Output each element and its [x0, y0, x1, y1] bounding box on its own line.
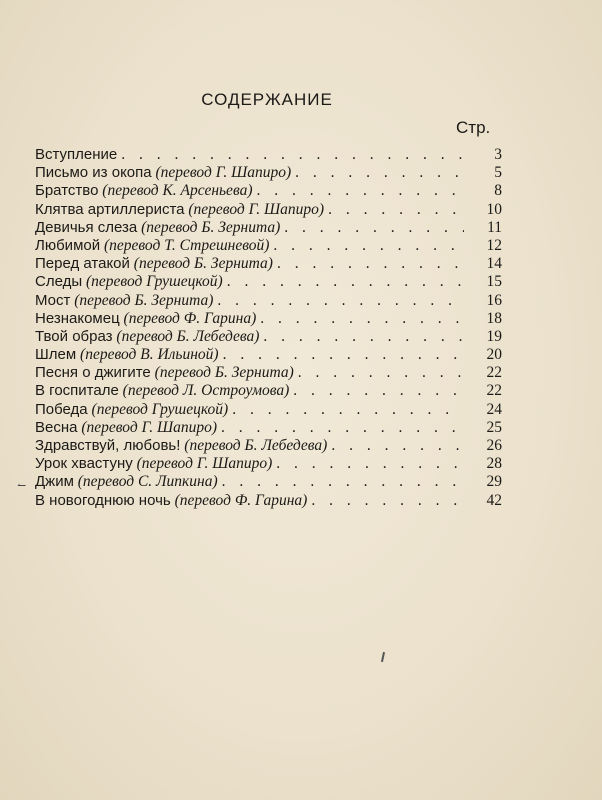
leader-dots — [222, 473, 464, 491]
entry-translator: (перевод Грушецкой) — [91, 400, 229, 418]
leader-dots — [260, 310, 464, 328]
entry-translator: (перевод С. Липкина) — [77, 473, 218, 491]
toc-entry — [35, 219, 502, 237]
entry-title: Письмо из окопа — [35, 164, 152, 182]
entry-translator: (перевод Б. Лебедева) — [116, 327, 260, 345]
entry-title: Девичья слеза — [35, 218, 138, 236]
entry-page: 11 — [487, 218, 502, 236]
entry-translator: (перевод Г. Шапиро) — [136, 455, 273, 473]
leader-dots — [277, 255, 464, 273]
entry-title: Здравствуй, любовь! — [35, 437, 181, 454]
leader-dots — [311, 492, 464, 510]
entry-page: 20 — [486, 346, 502, 364]
leader-dots — [232, 401, 464, 419]
leader-dots — [276, 455, 464, 473]
entry-title: В госпитале — [35, 382, 119, 400]
toc-entry — [35, 255, 502, 273]
toc-entry — [35, 237, 502, 255]
entry-title: Победа — [35, 400, 88, 418]
toc-entry — [35, 273, 502, 291]
entry-translator: (перевод Б. Зернита) — [74, 291, 214, 309]
entry-title: Урок хвастуну — [35, 455, 133, 473]
toc-entry — [35, 473, 502, 491]
toc-entry — [35, 364, 502, 382]
entry-title: Перед атакой — [35, 255, 130, 273]
entry-translator: (перевод Т. Стрешневой) — [103, 236, 270, 254]
toc-entry — [35, 292, 502, 310]
entry-title: Весна — [35, 418, 78, 436]
toc-entry — [35, 492, 502, 510]
entry-page: 15 — [486, 273, 502, 291]
entry-translator: (перевод Б. Зернита) — [141, 218, 281, 236]
entry-title: Клятва артиллериста — [35, 200, 185, 218]
toc-entry — [35, 455, 502, 473]
leader-dots — [328, 201, 464, 219]
entry-page: 24 — [486, 400, 502, 418]
entry-title: Джим — [35, 473, 74, 491]
toc-entry — [35, 310, 502, 328]
entry-page: 14 — [486, 255, 502, 273]
entry-page: 28 — [486, 455, 502, 473]
entry-title: Песня о джигите — [35, 364, 151, 382]
entry-page: 16 — [486, 291, 502, 309]
margin-pencil-mark: ↼ — [17, 480, 27, 492]
leader-dots — [293, 382, 464, 400]
entry-title: Мост — [35, 291, 71, 309]
entry-title: Братство — [35, 182, 99, 200]
entry-translator: (перевод Ф. Гарина) — [123, 309, 257, 327]
entry-page: 19 — [486, 327, 502, 345]
leader-dots — [295, 164, 464, 182]
entry-page: 22 — [486, 364, 502, 382]
entry-title: Шлем — [35, 346, 77, 364]
entry-translator: (перевод Ф. Гарина) — [174, 491, 308, 509]
toc-entry — [35, 346, 502, 364]
toc-entry — [35, 164, 502, 182]
leader-dots — [298, 364, 464, 382]
leader-dots — [273, 237, 464, 255]
entry-page: 12 — [486, 236, 502, 254]
entry-title: Следы — [35, 273, 83, 291]
entry-translator: (перевод Б. Зернита) — [154, 364, 294, 382]
entry-page: 8 — [494, 182, 502, 200]
toc-entry — [35, 146, 502, 164]
leader-dots — [227, 273, 464, 291]
leader-dots — [217, 292, 464, 310]
entry-translator: (перевод Г. Шапиро) — [155, 164, 292, 182]
paper-speck — [381, 652, 385, 662]
table-of-contents — [35, 146, 502, 510]
toc-entry — [35, 437, 502, 455]
toc-entry — [35, 201, 502, 219]
leader-dots — [223, 346, 464, 364]
page-column-label: Стр. — [456, 118, 491, 137]
leader-dots — [121, 146, 464, 164]
entry-page: 42 — [486, 491, 502, 509]
entry-title: Вступление — [35, 146, 118, 163]
entry-page: 22 — [486, 382, 502, 400]
leader-dots — [263, 328, 464, 346]
entry-translator: (перевод В. Ильиной) — [80, 346, 219, 364]
entry-title: Любимой — [35, 236, 101, 254]
entry-page: 10 — [486, 200, 502, 218]
entry-page: 25 — [486, 418, 502, 436]
entry-page: 29 — [486, 473, 502, 491]
contents-heading: СОДЕРЖАНИЕ — [201, 90, 333, 109]
leader-dots — [284, 219, 464, 237]
leader-dots — [331, 437, 464, 455]
entry-translator: (перевод К. Арсеньева) — [102, 182, 253, 200]
toc-entry — [35, 328, 502, 346]
entry-page: 26 — [486, 437, 502, 454]
toc-entry — [35, 401, 502, 419]
entry-title: Незнакомец — [35, 309, 120, 327]
entry-translator: (перевод Г. Шапиро) — [81, 418, 218, 436]
entry-title: Твой образ — [35, 327, 113, 345]
entry-page: 18 — [486, 309, 502, 327]
toc-entry — [35, 182, 502, 200]
entry-translator: (перевод Б. Зернита) — [133, 255, 273, 273]
entry-translator: (перевод Грушецкой) — [86, 273, 223, 291]
entry-translator: (перевод Л. Остроумова) — [122, 382, 290, 400]
entry-page: 3 — [494, 146, 502, 163]
toc-entry — [35, 419, 502, 437]
entry-translator: (перевод Г. Шапиро) — [188, 200, 325, 218]
leader-dots — [221, 419, 464, 437]
toc-entry — [35, 382, 502, 400]
entry-page: 5 — [494, 164, 502, 182]
entry-translator: (перевод Б. Лебедева) — [184, 437, 328, 454]
entry-title: В новогоднюю ночь — [35, 491, 171, 509]
leader-dots — [256, 182, 464, 200]
